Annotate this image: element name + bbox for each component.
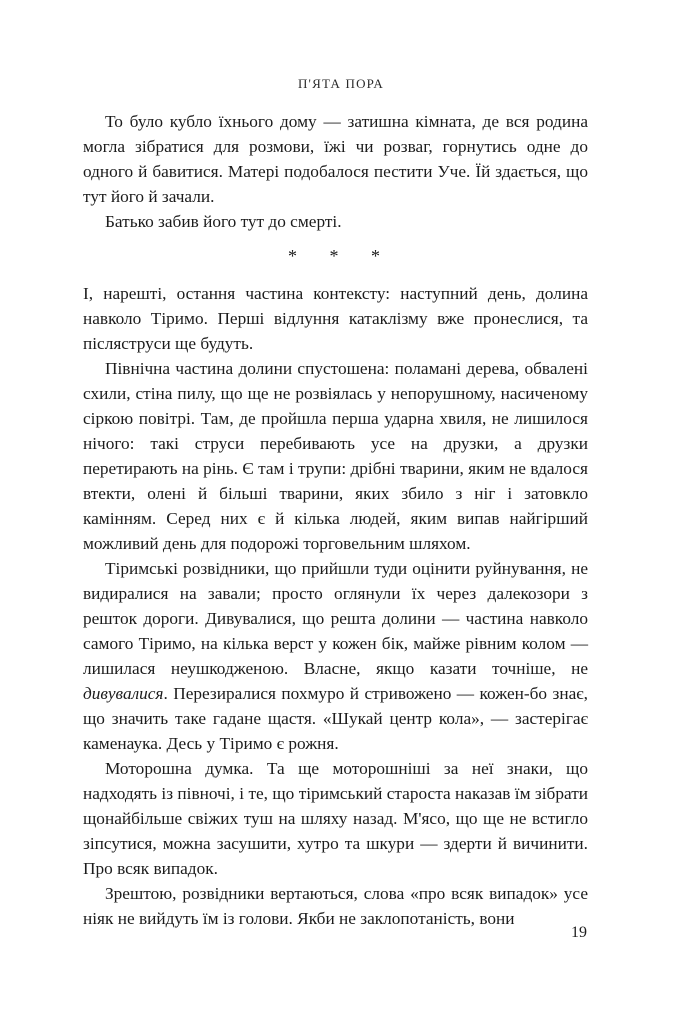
scene-break: * * *	[288, 246, 394, 266]
running-header: П'ЯТА ПОРА	[297, 76, 385, 91]
emphasized-word: дивувалися	[83, 684, 164, 703]
paragraph: Моторошна думка. Та ще моторошніші за неї знаки, що надходять із півночі, і те, що тіримський староста наказав їм зібрати щонайбільше свіжих туш на шляху назад. М'ясо, що ще не встигло зіпсутися, можна засушити, хутро та шкури — здерти й вичинити. Про всяк випадок.	[83, 759, 588, 878]
paragraph: Північна частина долини спустошена: поламані дерева, обвалені схили, стіна пилу, що ще не розвіялась у непорушному, насиченому сіркою повітрі. Там, де пройшла перша ударна хвиля, не лишилося нічого: такі струси перебивають усе на друзки, а друзки перетирають на рінь. Є там і трупи: дрібні тварини, яким не вдалося втекти, олені й більші тварини, яких збило з ніг і затовкло камінням. Серед них є й кілька людей, яким випав найгірший можливий день для подорожі торговельним шляхом.	[83, 359, 588, 553]
text-section-2	[83, 281, 588, 931]
paragraph: То було кубло їхнього дому — затишна кімната, де вся родина могла зібратися для розмови, їжі чи розваг, горнутись одне до одного й бавитися. Матері подобалося пестити Уче. Їй здається, що тут його й зачали.	[83, 112, 588, 206]
text-section-1	[83, 109, 588, 234]
paragraph: І, нарешті, остання частина контексту: наступний день, долина навколо Тіримо. Перші відлуння катаклізму вже пронеслися, та післяструси ще будуть.	[83, 284, 588, 353]
paragraph-text: Тіримські розвідники, що прийшли туди оцінити руйнування, не видиралися на завали; просто оглянули їх через далекозори з решток дороги. Дивувалися, що решта долини — частина навколо самого Тіримо, на кілька верст у кожен бік, майже рівним колом — лишилася неушкодженою. Власне, якщо казати точніше, не	[83, 559, 588, 678]
paragraph-text: . Перезиралися похмуро й стривожено — кожен-бо знає, що значить таке гадане щастя. «Шукай центр кола», — застерігає каменаука. Десь у Тіримо є рожня.	[83, 684, 588, 753]
paragraph: Батько забив його тут до смерті.	[105, 212, 342, 231]
page-number: 19	[571, 924, 587, 941]
paragraph: Зрештою, розвідники вертаються, слова «про всяк випадок» усе ніяк не вийдуть їм із голови. Якби не заклопотаність, вони	[83, 884, 588, 928]
paragraph-with-emphasis	[83, 556, 588, 756]
